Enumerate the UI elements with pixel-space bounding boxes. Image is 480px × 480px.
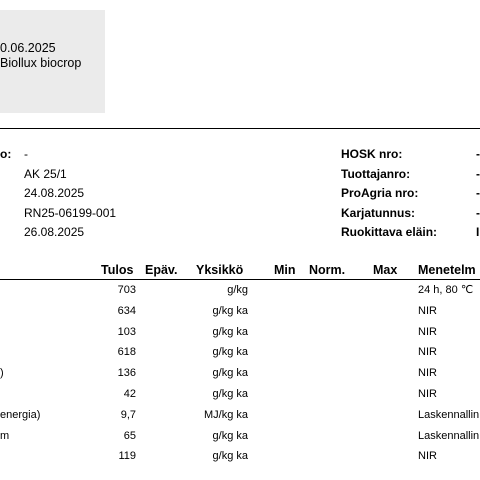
info-left-value: 24.08.2025 — [24, 186, 85, 200]
table-row — [0, 429, 480, 449]
info-right-value: I — [476, 225, 480, 239]
info-right-value: - — [476, 205, 480, 220]
product-name: Biollux biocrop — [0, 56, 82, 70]
info-right-value: - — [476, 186, 480, 200]
info-left-value: RN25-06199-001 — [24, 205, 117, 220]
report-date: 0.06.2025 — [0, 41, 56, 55]
cell-name: m — [0, 429, 10, 442]
cell-tulos: 703 — [117, 284, 136, 296]
col-header-tulos: Tulos — [101, 263, 134, 277]
cell-tulos: 618 — [117, 346, 136, 359]
info-label-truncated: o: — [0, 147, 12, 161]
cell-tulos: 136 — [117, 367, 136, 380]
cell-tulos: 42 — [123, 388, 136, 400]
section-divider — [0, 128, 480, 129]
cell-menetelma: Laskennallin — [418, 408, 480, 421]
table-row — [0, 408, 480, 428]
info-left-value: AK 25/1 — [24, 166, 67, 181]
cell-name: ) — [0, 367, 4, 380]
col-header-yksikko: Yksikkö — [196, 263, 244, 277]
cell-tulos: 119 — [118, 450, 136, 463]
table-row — [0, 366, 480, 386]
cell-yksikko: g/kg ka — [212, 325, 248, 338]
cell-menetelma: Laskennallin — [418, 429, 480, 442]
info-right-label: Karjatunnus: — [341, 205, 416, 220]
cell-tulos: 65 — [123, 429, 136, 442]
col-header-menetelma: Menetelm — [418, 263, 476, 277]
info-right-label: ProAgria nro: — [341, 186, 419, 200]
col-header-norm: Norm. — [309, 263, 346, 277]
cell-menetelma: NIR — [418, 367, 437, 380]
table-row — [0, 304, 480, 324]
cell-menetelma: 24 h, 80 ℃ — [418, 284, 474, 296]
cell-yksikko: g/kg ka — [212, 388, 248, 400]
cell-tulos: 634 — [117, 304, 136, 317]
col-header-max: Max — [373, 263, 398, 277]
cell-menetelma: NIR — [418, 325, 437, 338]
table-row — [0, 283, 480, 303]
cell-yksikko: g/kg ka — [212, 304, 248, 317]
table-row — [0, 449, 480, 469]
cell-yksikko: g/kg ka — [212, 450, 248, 463]
cell-yksikko: g/kg — [227, 284, 248, 296]
cell-yksikko: g/kg ka — [212, 429, 248, 442]
cell-menetelma: NIR — [418, 304, 437, 317]
cell-yksikko: MJ/kg ka — [203, 408, 248, 421]
table-row — [0, 325, 480, 345]
cell-menetelma: NIR — [418, 346, 437, 359]
table-row — [0, 345, 480, 365]
cell-yksikko: g/kg ka — [212, 346, 248, 359]
info-right-label: Ruokittava eläin: — [341, 225, 438, 239]
info-right-value: - — [476, 166, 480, 181]
cell-menetelma: NIR — [418, 450, 437, 463]
info-right-label: HOSK nro: — [341, 147, 403, 161]
info-left-value: 26.08.2025 — [24, 225, 85, 239]
info-right-value: - — [476, 147, 480, 161]
cell-tulos: 9,7 — [120, 408, 136, 421]
col-header-min: Min — [274, 263, 296, 277]
cell-yksikko: g/kg ka — [212, 367, 248, 380]
cell-name: energia) — [0, 408, 41, 421]
info-left-value: - — [24, 147, 28, 161]
cell-menetelma: NIR — [418, 388, 437, 400]
table-row — [0, 387, 480, 407]
col-header-epav: Epäv. — [145, 263, 178, 277]
cell-tulos: 103 — [117, 325, 136, 338]
table-header-underline — [0, 279, 480, 280]
info-right-label: Tuottajanro: — [341, 166, 411, 181]
